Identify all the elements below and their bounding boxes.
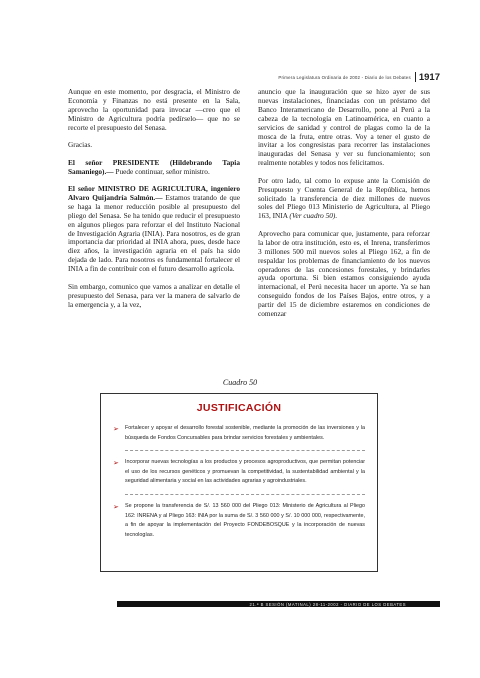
paragraph	[68, 159, 240, 177]
footer-text: 21.ª B SESIÓN (MATINAL) 28-11-2002 - DIARIO DE LOS DEBATES	[249, 601, 406, 607]
paragraph: Gracias.	[68, 140, 93, 150]
arrow-bullet-icon: ➢	[113, 459, 119, 468]
speech-text: Estamos tratando de que se haga la menor reducción posible al presupuesto del pliego del Senasa. Se ha tenido que reducir el presupuesto en algunos pliegos para reforzar el del Instituto Nacional de Investigación Agraria (INIA). Para nosotros, es de gran importancia dar prioridad al INIA ahora, pues, desde hace diez años, la investigación agraria en el país ha sido dejada de lado. Para nosotros es fundamental fortalecer el INIA a fin de contribuir con el futuro desarrollo agrícola.	[68, 192, 240, 274]
page-number: 1917	[418, 71, 440, 83]
box-title: JUSTIFICACIÓN	[196, 402, 282, 414]
paragraph: anuncio que la inauguración que se hizo ayer de sus nuevas instalaciones, financiadas con un préstamo del Banco Interamericano de Desarrollo, pone al Perú a la cabeza de la tecnología en Latinoamérica, en cuanto a servicios de sanidad y control de plagas como la de la mosca de la fruta, entre otras. Voy a tener el gusto de invitar a los congresistas para recorrer las instalaciones inauguradas del Senasa y ver su funcionamiento; son realmente notables y todos nos felicitamos.	[258, 87, 430, 168]
page-footer	[117, 601, 440, 607]
right-column	[258, 88, 430, 328]
bullet-list	[113, 424, 365, 540]
bullet-text: Fortalecer y apoyar el desarrollo forestal sostenible, mediante la promoción de las inversiones y la búsqueda de Fondos Concursables para brindar servicios forestales y ambientales.	[125, 425, 365, 441]
paragraph: Sin embargo, comunico que vamos a analizar en detalle el presupuesto del Senasa, para ver la manera de salvarlo de la emergencia y, a la vez,	[68, 281, 240, 309]
left-column	[68, 88, 240, 318]
speaker-name: El señor PRESIDENTE (Hildebrando Tapia Samaniego).—	[68, 157, 240, 176]
figure-caption: Cuadro 50	[222, 378, 258, 387]
arrow-bullet-icon: ➢	[113, 502, 119, 511]
bullet-text: Incorporar nuevas tecnologías a los productos y procesos agroproductivos, que permitan potenciar el uso de los recursos genéticos y promuevan la competitividad, la sustentabilidad ambiental y la seguridad alimentaria y social en las actividades agrarias y agroindustriales.	[125, 459, 365, 485]
page-header	[250, 70, 440, 84]
divider	[125, 494, 365, 495]
speech-text: Por otro lado, tal como lo expuse ante la Comisión de Presupuesto y Cuenta General de la República, hemos solicitado la transferencia de diez millones de nuevos soles del Pliego 013 Ministerio de Agricultura, al Pliego 163, INIA	[258, 175, 430, 221]
paragraph	[258, 177, 430, 222]
arrow-bullet-icon: ➢	[113, 425, 119, 433]
bullet-text: Se propone la transferencia de S/. 13 560 000 del Pliego 013: Ministerio de Agricultura al Pliego 162: INRENA y al Pliego 163: INIA por la suma de S/. 3 560 000 y S/. 10 000 000, respectivamente, a fin de apoyar la implementación del Proyecto FONDEBOSQUE y la incorporación de nuevas tecnologías.	[125, 502, 365, 538]
speaker-name: El señor MINISTRO DE AGRICULTURA, ingeniero Alvaro Quijandría Salmón.—	[68, 184, 240, 202]
justification-box	[100, 393, 378, 572]
paragraph: Aunque en este momento, por desgracia, el Ministro de Economía y Finanzas no está presente en la Sala, aprovecho la oportunidad para invocar —creo que el Ministro de Agricultura podría pedírselo— que no se recorte el presupuesto del Senasa.	[68, 87, 240, 132]
speech-text: Puede continuar, señor ministro.	[113, 166, 210, 176]
list-item	[113, 424, 365, 443]
list-item	[113, 458, 365, 487]
paragraph	[68, 185, 240, 274]
paragraph: Aprovecho para comunicar que, justamente, para reforzar la labor de otra institución, esto es, el Inrena, transferimos 3 millones 500 mil nuevos soles al Pliego 162, a fin de respaldar los problemas de financiamiento de los nuevos operadores de las concesiones forestales, y brindarles ayuda oportuna. Si bien estamos consiguiendo ayuda internacional, el Perú necesita hacer un aporte. Ya se han conseguido fondos de los Países Bajos, entre otros, y a partir del 15 de diciembre estaremos en condiciones de comenzar	[258, 228, 430, 319]
divider	[125, 450, 365, 451]
list-item	[113, 502, 365, 540]
header-separator	[415, 72, 416, 82]
figure-reference: (Ver cuadro 50).	[289, 211, 338, 221]
running-head: Primera Legislatura Ordinaria de 2002 - Diario de los Debates	[278, 74, 411, 80]
